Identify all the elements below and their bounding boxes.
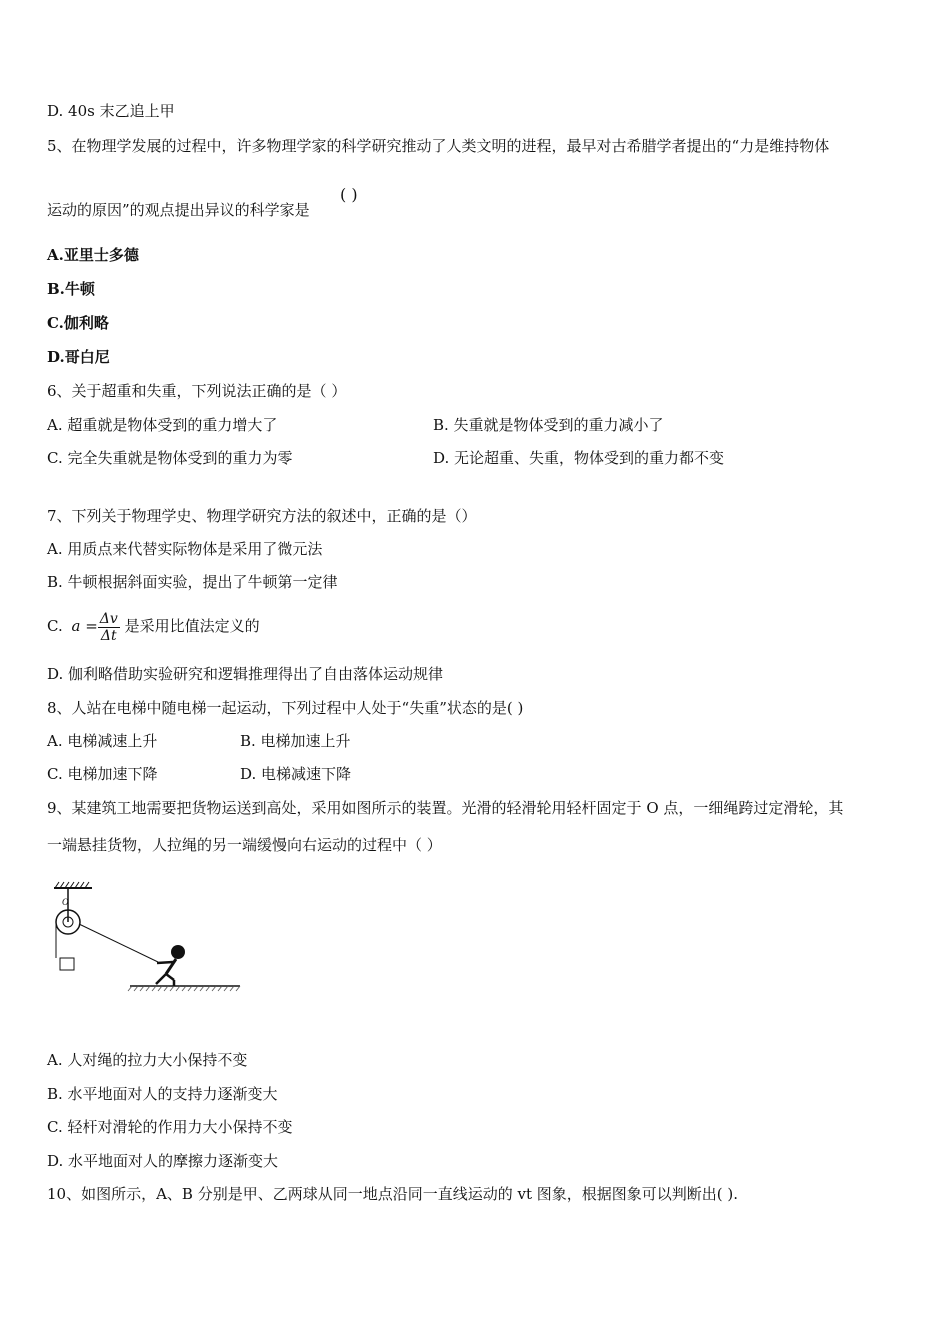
q5-option-c: C.伽利略 [47, 314, 109, 332]
q8-option-a: A. 电梯减速上升 [47, 732, 158, 750]
q6-option-b: B. 失重就是物体受到的重力减小了 [433, 416, 664, 434]
point-o-label: O [62, 897, 69, 907]
q6-option-c: C. 完全失重就是物体受到的重力为零 [47, 449, 293, 467]
rope-to-person [79, 924, 158, 962]
q7-formula-lhs: a = [71, 617, 98, 635]
q6-option-a: A. 超重就是物体受到的重力增大了 [47, 416, 278, 434]
q9-stem-line2: 一端悬挂货物，人拉绳的另一端缓慢向右运动的过程中（ ） [47, 836, 442, 854]
person-leg-front [166, 974, 174, 980]
q7-formula-denominator: Δt [100, 627, 117, 644]
q9-option-a: A. 人对绳的拉力大小保持不变 [47, 1051, 248, 1069]
q5-option-d: D.哥白尼 [47, 348, 110, 366]
cargo-box [60, 958, 74, 970]
q7-formula-numerator: Δv [99, 610, 118, 627]
q5-stem-line1: 5、在物理学发展的过程中，许多物理学家的科学研究推动了人类文明的进程，最早对古希腊学者提出的“力是维持物体 [47, 137, 830, 155]
q7-option-d: D. 伽利略借助实验研究和逻辑推理得出了自由落体运动规律 [47, 665, 444, 683]
q9-option-c: C. 轻杆对滑轮的作用力大小保持不变 [47, 1118, 293, 1136]
q7-option-c-suffix: 是采用比值法定义的 [124, 617, 260, 635]
q5-option-b: B.牛顿 [47, 280, 95, 298]
q6-stem: 6、关于超重和失重，下列说法正确的是（ ） [47, 382, 347, 400]
person-arm [157, 962, 173, 963]
q8-stem: 8、人站在电梯中随电梯一起运动，下列过程中人处于“失重”状态的是( ) [47, 699, 524, 717]
q7-stem: 7、下列关于物理学史、物理学研究方法的叙述中，正确的是（） [47, 507, 477, 525]
person-leg-back [156, 974, 166, 984]
q5-stem-line2: 运动的原因”的观点提出异议的科学家是 [47, 201, 310, 219]
q7-option-c [47, 606, 260, 646]
person-head [171, 945, 185, 959]
q10-stem: 10、如图所示，A、B 分别是甲、乙两球从同一地点沿同一直线运动的 vt 图象，根据图象可以判断出( ). [47, 1185, 738, 1203]
q9-option-d: D. 水平地面对人的摩擦力逐渐变大 [47, 1152, 279, 1170]
q8-option-b: B. 电梯加速上升 [240, 732, 351, 750]
q4-option-d: D. 40s 末乙追上甲 [47, 102, 175, 120]
q5-option-a: A.亚里士多德 [47, 246, 139, 264]
q9-stem-line1: 9、某建筑工地需要把货物运送到高处，采用如图所示的装置。光滑的轻滑轮用轻杆固定于 O 点，一细绳跨过定滑轮，其 [47, 799, 844, 817]
q7-formula-fraction [98, 611, 120, 644]
q9-option-b: B. 水平地面对人的支持力逐渐变大 [47, 1085, 278, 1103]
q7-option-b: B. 牛顿根据斜面实验，提出了牛顿第一定律 [47, 573, 338, 591]
q7-option-c-prefix: C. [47, 617, 63, 635]
q9-pulley-figure [46, 880, 246, 1000]
q5-answer-paren: ( ) [340, 185, 358, 204]
q8-option-d: D. 电梯减速下降 [240, 765, 352, 783]
q6-option-d: D. 无论超重、失重，物体受到的重力都不变 [433, 449, 725, 467]
q7-option-a: A. 用质点来代替实际物体是采用了微元法 [47, 540, 323, 558]
q8-option-c: C. 电梯加速下降 [47, 765, 158, 783]
